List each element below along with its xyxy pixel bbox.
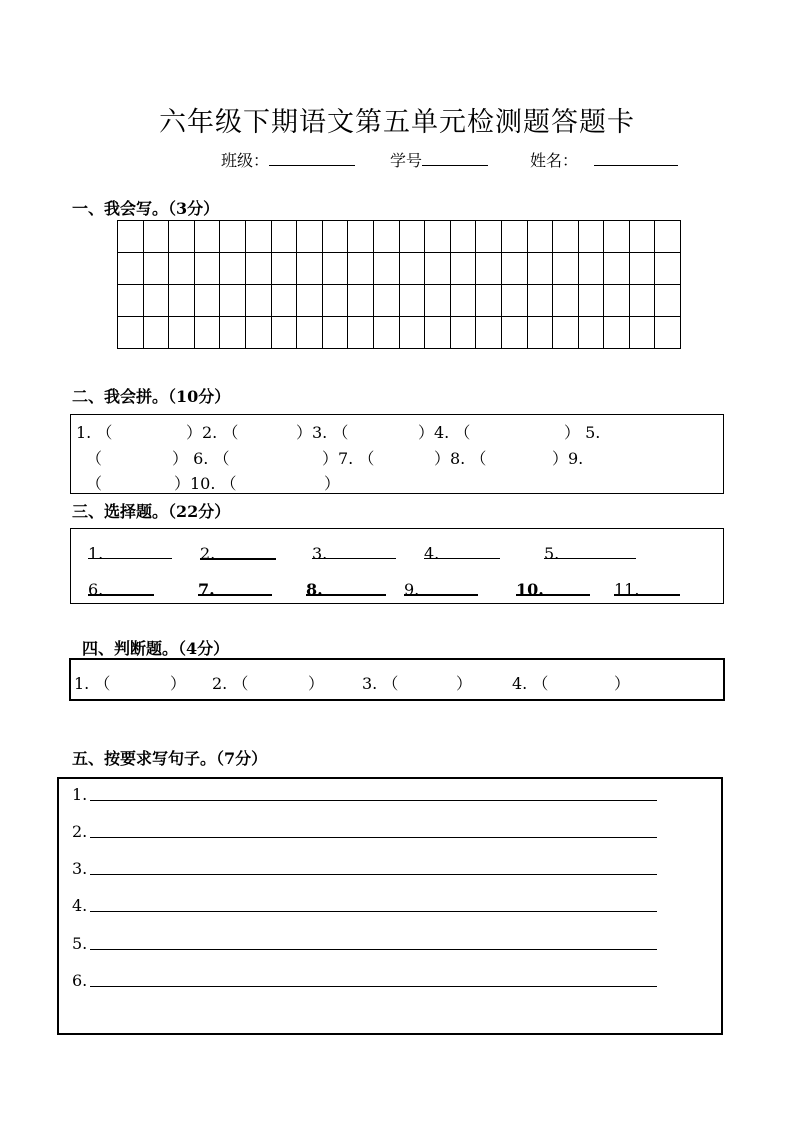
section-5-heading: 五、按要求写句子。（7分）: [72, 749, 268, 768]
answer-blank[interactable]: [198, 580, 272, 596]
sentences-box: [57, 777, 723, 1035]
answer-blank[interactable]: [88, 544, 172, 559]
number-label: 学号: [390, 151, 423, 170]
sentence-blank[interactable]: [90, 837, 657, 838]
answer-blank[interactable]: [516, 580, 590, 596]
pinyin-box: [70, 414, 724, 494]
section-1-heading: 一、我会写。（3分）: [72, 199, 220, 218]
sentence-blank[interactable]: [90, 911, 657, 912]
answer-blank[interactable]: [312, 544, 396, 559]
class-blank[interactable]: [269, 151, 355, 166]
name-field[interactable]: [530, 148, 678, 171]
answer-blank[interactable]: [404, 580, 478, 596]
class-label: 班级：: [221, 151, 270, 170]
name-blank[interactable]: [594, 151, 678, 166]
number-field[interactable]: [390, 148, 488, 171]
section-2-heading: 二、我会拼。（10分）: [72, 387, 231, 406]
section-3-heading: 三、选择题。（22分）: [72, 502, 231, 521]
answer-blank[interactable]: [88, 580, 154, 596]
answer-blank[interactable]: [200, 544, 276, 560]
sentence-blank[interactable]: [90, 800, 657, 801]
section-4-heading: 四、判断题。（4分）: [82, 639, 230, 658]
number-blank[interactable]: [422, 151, 488, 166]
answer-blank[interactable]: [424, 544, 500, 559]
sentence-blank[interactable]: [90, 949, 657, 950]
page-title: 六年级下期语文第五单元检测题答题卡: [159, 107, 635, 138]
name-label: 姓名：: [530, 151, 579, 170]
writing-grid[interactable]: [117, 220, 681, 349]
sentence-blank[interactable]: [90, 986, 657, 987]
sentence-blank[interactable]: [90, 874, 657, 875]
class-field[interactable]: [221, 148, 355, 171]
answer-blank[interactable]: [306, 580, 386, 596]
answer-blank[interactable]: [544, 544, 636, 559]
answer-blank[interactable]: [614, 580, 680, 596]
